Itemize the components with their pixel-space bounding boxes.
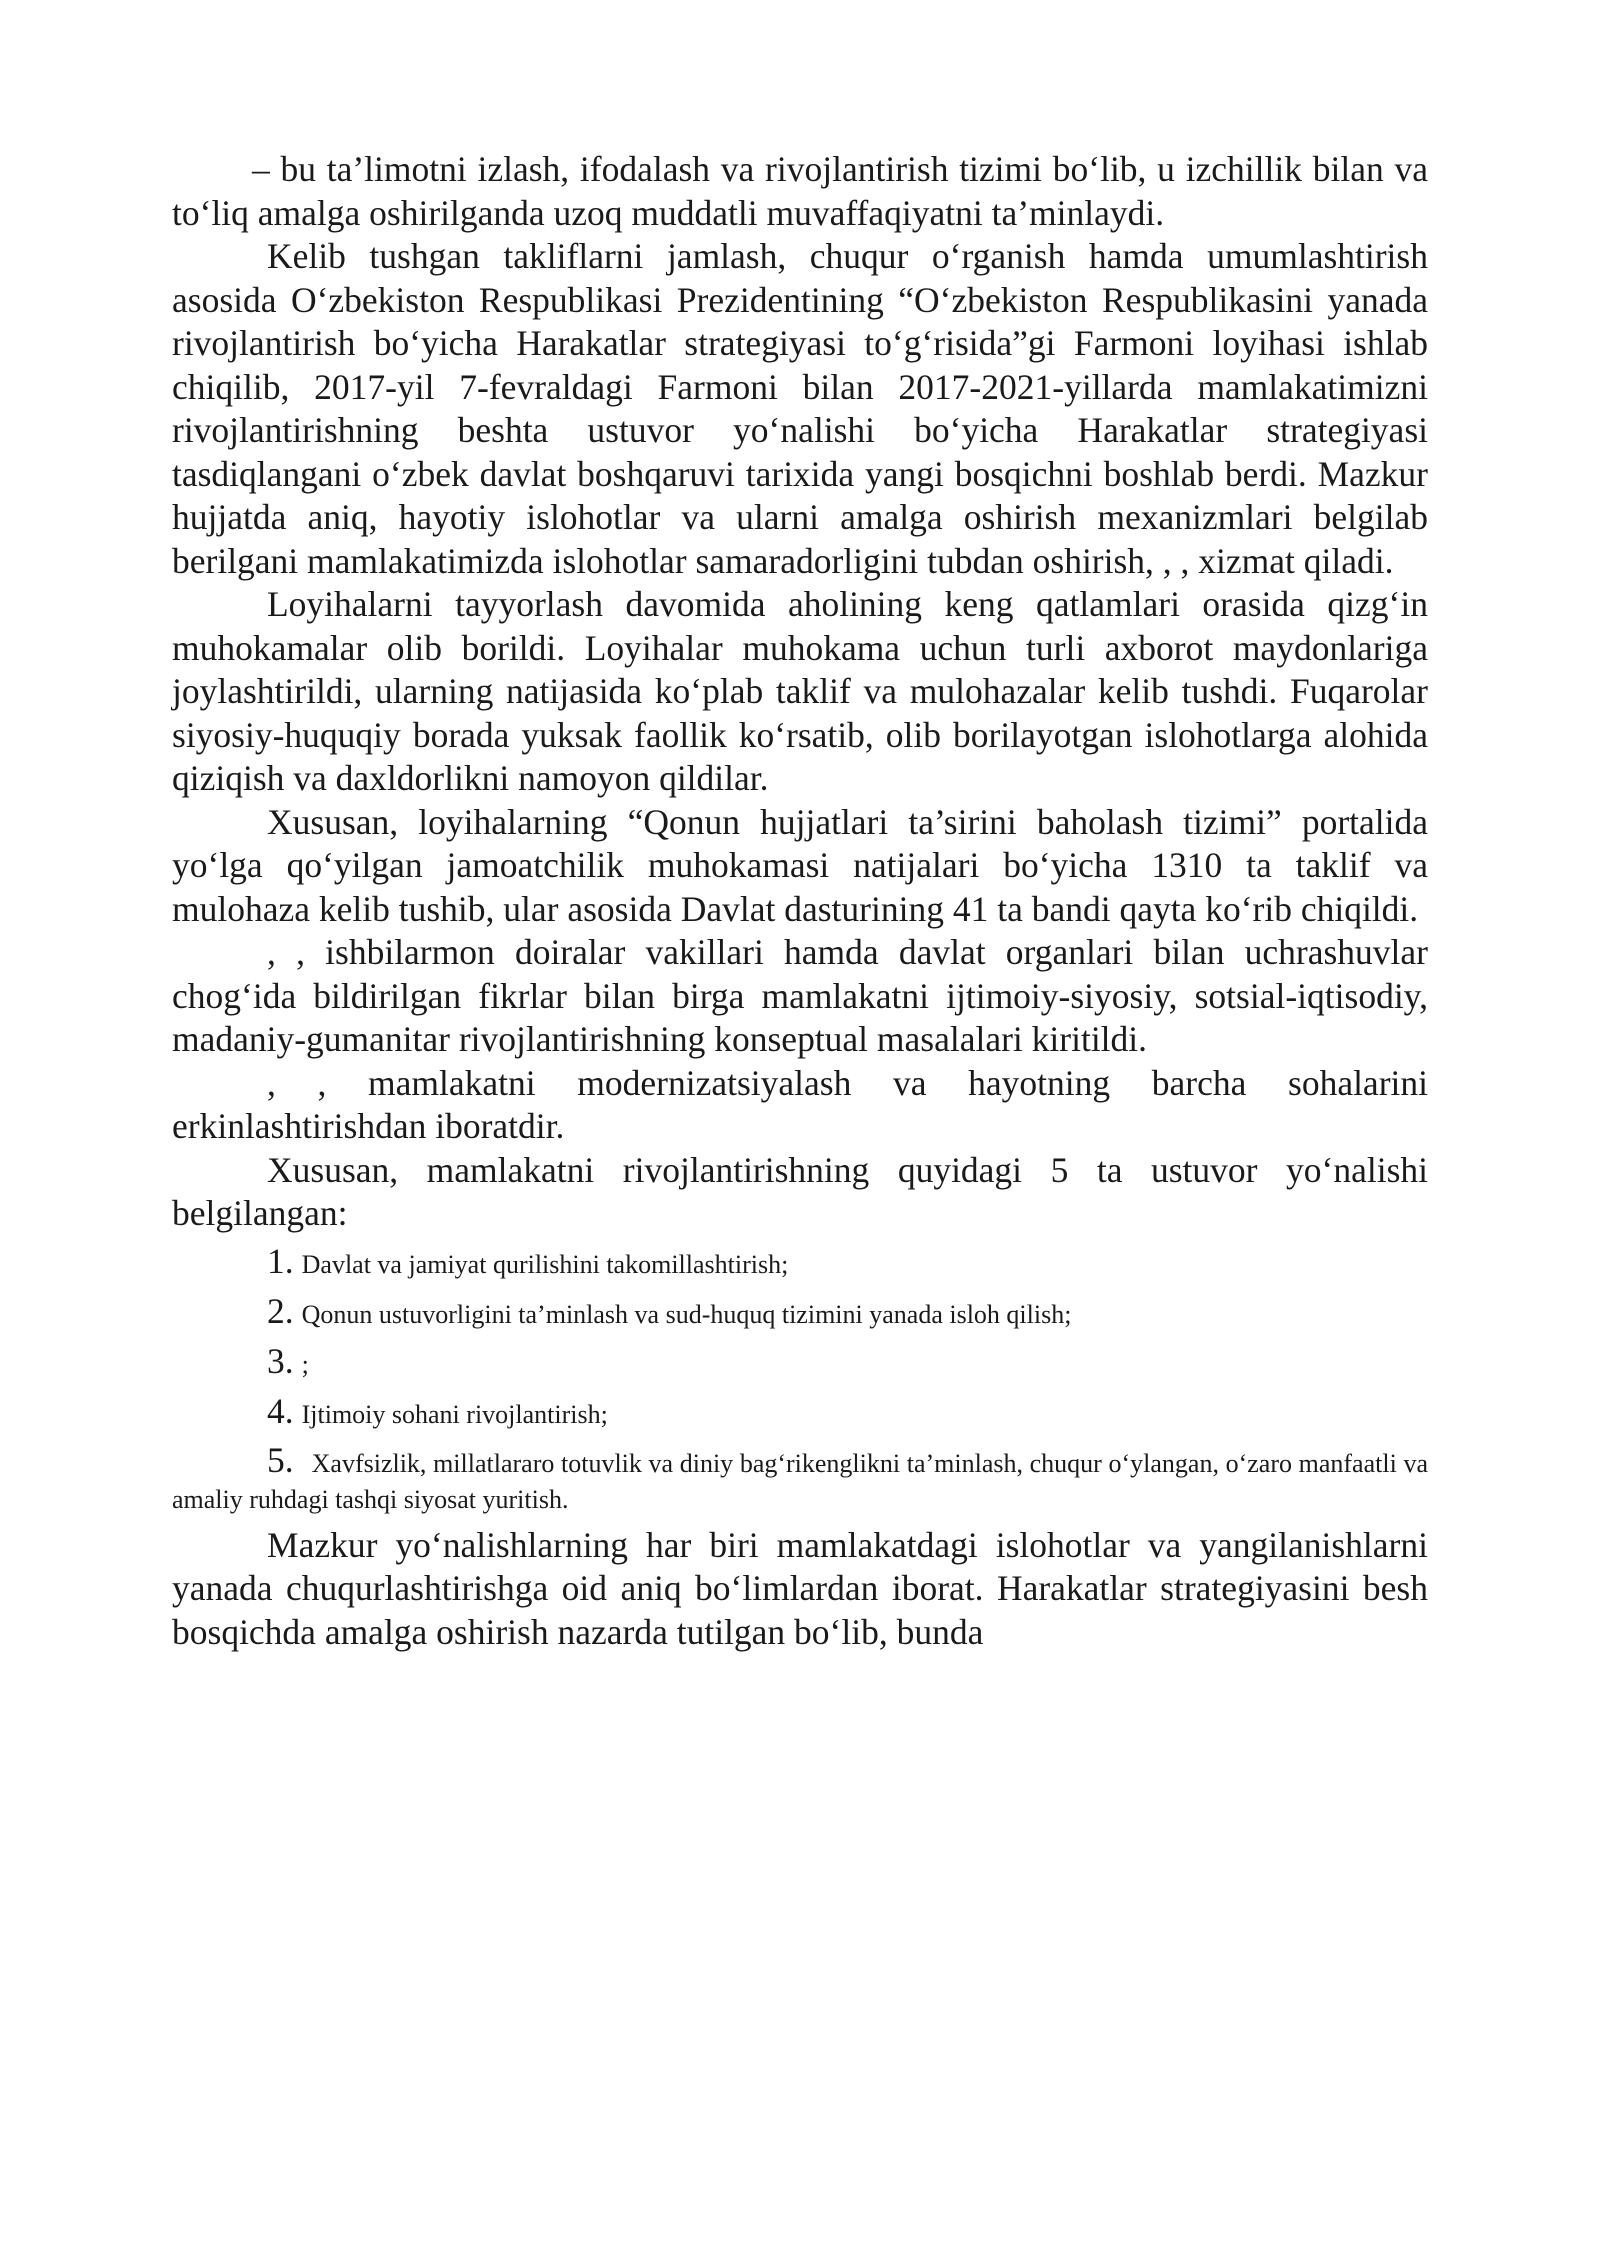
list-item-text: Qonun ustuvorligini ta’minlash va sud-huquq tizimini yanada isloh qilish; <box>301 1299 1072 1329</box>
list-item <box>172 1388 1428 1438</box>
list-item <box>172 1238 1428 1288</box>
paragraph-meetings: , , ishbilarmon doiralar vakillari hamda davlat organlari bilan uchrashuvlar chog‘ida bildirilgan fikrlar bilan birga mamlakatni ijtimoiy-siyosiy, sotsial-iqtisodiy, madaniy-gumanitar rivojlantirishning konseptual masalalari kiritildi. <box>172 932 1428 1059</box>
list-item-text: Xavfsizlik, millatlararo totuvlik va diniy bag‘rikenglikni ta’minlash, chuqur o‘ylangan, o‘zaro manfaatli va amaliy ruhdagi tashqi siyosat yuritish. <box>172 1448 1428 1514</box>
paragraph-priorities-intro: Xususan, mamlakatni rivojlantirishning quyidagi 5 ta ustuvor yo‘nalishi belgilangan: <box>172 1149 1428 1233</box>
paragraph-intro: – bu ta’limotni izlash, ifodalash va rivojlantirish tizimi bo‘lib, u izchillik bilan va to‘liq amalga oshirilganda uzoq muddatli muvaffaqiyatni ta’minlaydi. <box>172 149 1428 233</box>
list-item-text: ; <box>301 1349 309 1379</box>
list-item <box>172 1288 1428 1338</box>
list-item <box>172 1439 1428 1518</box>
paragraph-strategy: Kelib tushgan takliflarni jamlash, chuqur o‘rganish hamda umumlashtirish asosida O‘zbekiston Respublikasi Prezidentining “O‘zbekiston Respublikasini yanada rivojlantirish bo‘yicha Harakatlar strategiyasi to‘g‘risida”gi Farmoni loyihasi ishlab chiqilib, 2017-yil 7-fevraldagi Farmoni bilan 2017-2021-yillarda mamlakatimizni rivojlantirishning beshta ustuvor yo‘nalishi bo‘yicha Harakatlar strategiyasi tasdiqlangani o‘zbek davlat boshqaruvi tarixida yangi bosqichni boshlab berdi. Mazkur hujjatda aniq, hayotiy islohotlar va ularni amalga oshirish mexanizmlari belgilab berilgani mamlakatimizda islohotlar samaradorligini tubdan oshirish, , , xizmat qiladi. <box>172 236 1428 581</box>
list-item-number: 2. <box>267 1290 294 1331</box>
priority-list <box>172 1238 1428 1518</box>
list-item-number: 3. <box>267 1340 294 1381</box>
list-item <box>172 1338 1428 1388</box>
list-item-number: 4. <box>267 1390 294 1431</box>
list-item-number: 5. <box>267 1439 294 1480</box>
paragraph-closing: Mazkur yo‘nalishlarning har biri mamlakatdagi islohotlar va yangilanishlarni yanada chuqurlashtirishga oid aniq bo‘limlardan iborat. Harakatlar strategiyasini besh bosqichda amalga oshirish nazarda tutilgan bo‘lib, bunda <box>172 1524 1428 1652</box>
paragraph-discussion: Loyihalarni tayyorlash davomida aholining keng qatlamlari orasida qizg‘in muhokamalar olib borildi. Loyihalar muhokama uchun turli axborot maydonlariga joylashtirildi, ularning natijasida ko‘plab taklif va mulohazalar kelib tushdi. Fuqarolar siyosiy-huquqiy borada yuksak faollik ko‘rsatib, olib borilayotgan islohotlarga alohida qiziqish va daxldorlikni namoyon qildilar. <box>172 584 1428 798</box>
list-item-text: Ijtimoiy sohani rivojlantirish; <box>301 1399 608 1429</box>
paragraph-portal: Xususan, loyihalarning “Qonun hujjatlari ta’sirini baholash tizimi” portalida yo‘lga qo‘yilgan jamoatchilik muhokamasi natijalari bo‘yicha 1310 ta taklif va mulohaza kelib tushib, ular asosida Davlat dasturining 41 ta bandi qayta ko‘rib chiqildi. <box>172 801 1428 929</box>
list-item-text: Davlat va jamiyat qurilishini takomillashtirish; <box>301 1249 789 1279</box>
list-item-number: 1. <box>267 1240 294 1281</box>
document-body <box>172 148 1428 1654</box>
paragraph-modernization: , , mamlakatni modernizatsiyalash va hayotning barcha sohalarini erkinlashtirishdan iboratdir. <box>172 1062 1428 1146</box>
